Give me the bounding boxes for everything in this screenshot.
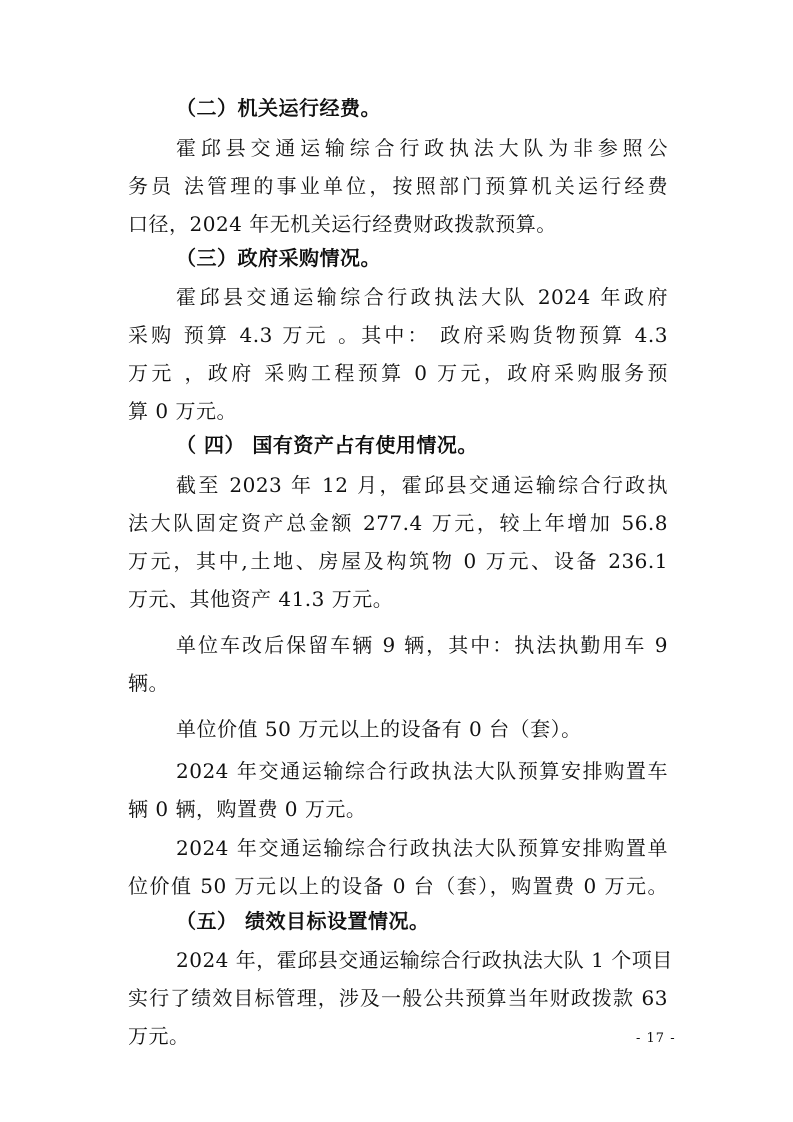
section-2-line-3: 口径，2024 年无机关运行经费财政拨款预算。 (128, 212, 557, 236)
vehicles-line-1: 单位车改后保留车辆 9 辆，其中：执法执勤用车 9 (176, 633, 668, 657)
section-4-line-3: 万元，其中,土地、房屋及构筑物 0 万元、设备 236.1 (128, 549, 668, 573)
section-5-line-3: 万元。 (128, 1024, 190, 1048)
purchase-vehicles-line-1: 2024 年交通运输综合行政执法大队预算安排购置车 (176, 759, 668, 783)
section-5-line-2: 实行了绩效目标管理，涉及一般公共预算当年财政拨款 63 (128, 986, 668, 1010)
purchase-vehicles-line-2: 辆 0 辆，购置费 0 万元。 (128, 797, 367, 821)
section-2-line-1: 霍邱县交通运输综合行政执法大队为非参照公 (176, 136, 668, 160)
section-5-heading: （五） 绩效目标设置情况。 (176, 909, 430, 933)
section-2-heading: （二）机关运行经费。 (176, 96, 381, 120)
section-5-line-1: 2024 年，霍邱县交通运输综合行政执法大队 1 个项目 (176, 948, 673, 972)
section-2-line-2: 务员 法管理的事业单位，按照部门预算机关运行经费 (128, 174, 668, 198)
page-number: - 17 - (636, 1031, 676, 1046)
section-4-line-2: 法大队固定资产总金额 277.4 万元，较上年增加 56.8 (128, 511, 668, 535)
section-3-line-3: 万元 ，政府 采购工程预算 0 万元，政府采购服务预 (128, 361, 668, 385)
purchase-equipment-line-2: 位价值 50 万元以上的设备 0 台（套），购置费 0 万元。 (128, 874, 668, 898)
section-3-line-2: 采购 预算 4.3 万元 。其中： 政府采购货物预算 4.3 (128, 323, 668, 347)
section-4-line-1: 截至 2023 年 12 月，霍邱县交通运输综合行政执 (176, 473, 668, 497)
vehicles-line-2: 辆。 (128, 671, 169, 695)
section-3-line-1: 霍邱县交通运输综合行政执法大队 2024 年政府 (176, 285, 668, 309)
section-3-line-4: 算 0 万元。 (128, 399, 237, 423)
equipment-note: 单位价值 50 万元以上的设备有 0 台（套）。 (176, 717, 582, 741)
purchase-equipment-line-1: 2024 年交通运输综合行政执法大队预算安排购置单 (176, 836, 668, 860)
section-3-heading: （三）政府采购情况。 (176, 246, 381, 270)
section-4-heading: （ 四） 国有资产占有使用情况。 (176, 433, 478, 457)
section-4-line-4: 万元、其他资产 41.3 万元。 (128, 587, 394, 611)
